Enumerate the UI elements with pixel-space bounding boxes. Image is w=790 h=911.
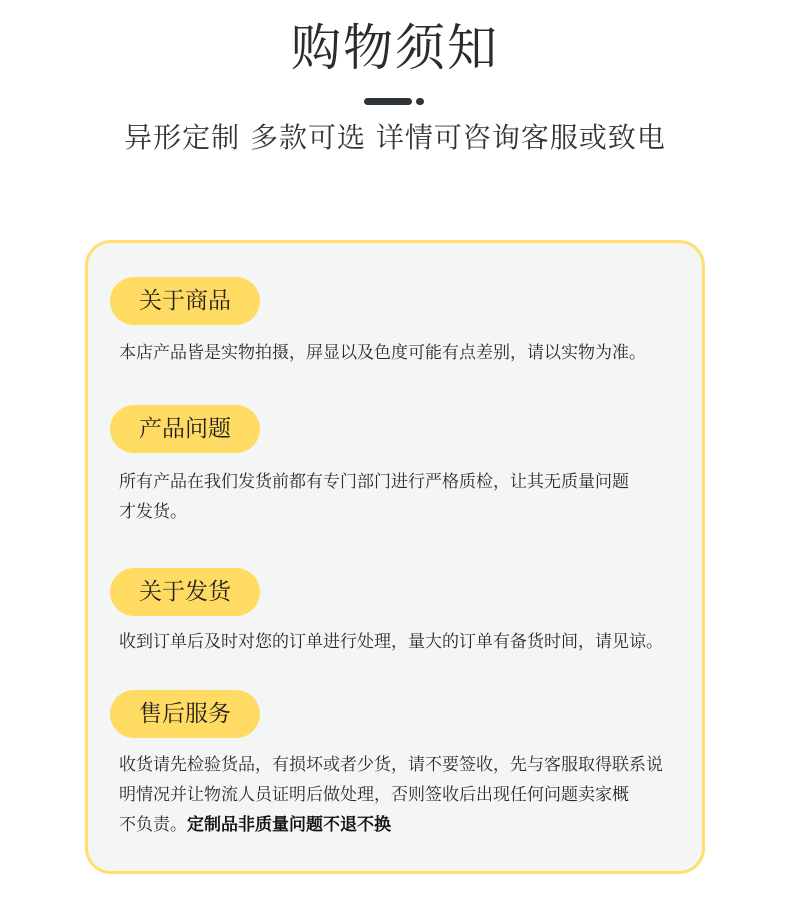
section-heading-shipping: 关于发货 [110, 568, 260, 616]
section-text-shipping: 收到订单后及时对您的订单进行处理，量大的订单有备货时间，请见谅。 [119, 632, 663, 652]
section-heading-product: 关于商品 [110, 277, 260, 325]
section-text-quality [119, 467, 704, 527]
section-text-aftersales-line1: 收货请先检验货品，有损坏或者少货，请不要签收，先与客服取得联系说 [119, 755, 663, 775]
section-text-aftersales [119, 750, 704, 840]
section-text-aftersales-line2: 明情况并让物流人员证明后做处理，否则签收后出现任何问题卖家概 [119, 785, 629, 805]
notice-card [85, 240, 705, 874]
title-divider-dot [416, 98, 424, 105]
title-divider-bar [364, 98, 412, 105]
section-heading-aftersales: 售后服务 [110, 690, 260, 738]
aftersales-normal-text: 不负责。 [119, 815, 187, 835]
section-heading-quality: 产品问题 [110, 405, 260, 453]
page-subtitle: 异形定制 多款可选 详情可咨询客服或致电 [124, 121, 666, 154]
section-text-quality-line1: 所有产品在我们发货前都有专门部门进行严格质检，让其无质量问题 [119, 472, 629, 492]
section-text-aftersales-line3 [119, 810, 704, 840]
section-text-quality-line2: 才发货。 [119, 502, 187, 522]
section-text-product: 本店产品皆是实物拍摄，屏显以及色度可能有点差别，请以实物为准。 [119, 343, 646, 363]
aftersales-bold-notice: 定制品非质量问题不退不换 [187, 815, 391, 835]
page-title: 购物须知 [291, 19, 499, 77]
